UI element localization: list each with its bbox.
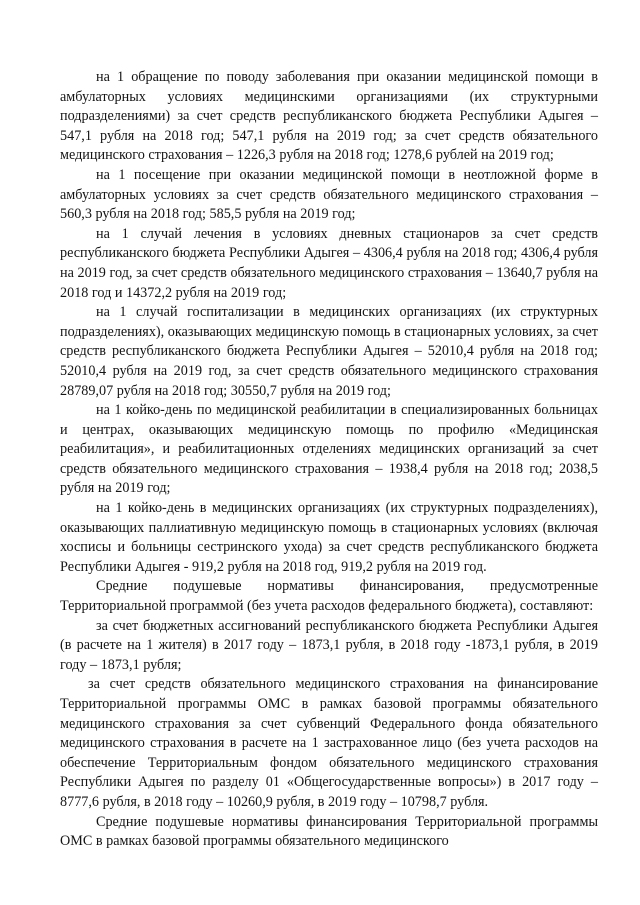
paragraph-palliative-bed-day-cost: на 1 койко-день в медицинских организациях (их структурных подразделениях), оказывающих паллиативную медицинскую помощь в стационарных условиях (включая хосписы и больницы сестринского ухода) за счет средств республиканского бюджета Республики Адыгея - 919,2 рубля на 2018 год, 919,2 рубля на 2019 год.: [60, 500, 598, 575]
paragraph-per-capita-intro: Средние подушевые нормативы финансирования, предусмотренные Территориальной программой (без учета расходов федерального бюджета), составляют:: [60, 578, 598, 615]
paragraph-rehabilitation-bed-day-cost: на 1 койко-день по медицинской реабилитации в специализированных больницах и центрах, оказывающих медицинскую помощь по профилю «Медицинская реабилитация», и реабилитационных отделениях медицинских организаций за счет средств обязательного медицинского страхования – 1938,4 рубля на 2018 год; 2038,5 рубля на 2019 год;: [60, 402, 598, 497]
paragraph-emergency-visit-cost: на 1 посещение при оказании медицинской помощи в неотложной форме в амбулаторных условиях за счет средств обязательного медицинского страхования – 560,3 рубля на 2018 год; 585,5 рубля на 2019 год;: [60, 166, 598, 223]
paragraph-hospitalization-cost: на 1 случай госпитализации в медицинских организациях (их структурных подразделениях), оказывающих медицинскую помощь в стационарных условиях, за счет средств республиканского бюджета Республики Адыгея – 52010,4 рубля на 2018 год; 52010,4 рубля на 2019 год, за счет средств обязательного медицинского страхования 28789,07 рубля на 2018 год; 30550,7 рубля на 2019 год;: [60, 304, 598, 399]
paragraph-per-capita-budget: за счет бюджетных ассигнований республиканского бюджета Республики Адыгея (в расчете на 1 жителя) в 2017 году – 1873,1 рубля, в 2018 году -1873,1 рубля, в 2019 году – 1873,1 рубля;: [60, 617, 598, 673]
document-page: [60, 68, 598, 852]
paragraph-day-hospital-cost: на 1 случай лечения в условиях дневных стационаров за счет средств республиканского бюджета Республики Адыгея – 4306,4 рубля на 2018 год; 4306,4 рубля на 2019 год, за счет средств обязательного медицинского страхования – 13640,7 рубля на 2018 год и 14372,2 рубля на 2019 год;: [60, 225, 598, 301]
paragraph-oms-normatives-continued: Средние подушевые нормативы финансирования Территориальной программы ОМС в рамках базовой программы обязательного медицинского: [60, 813, 598, 850]
paragraph-outpatient-visit-cost: на 1 обращение по поводу заболевания при оказании медицинской помощи в амбулаторных условиях медицинскими организациями (их структурными подразделениями) за счет средств республиканского бюджета Республики Адыгея – 547,1 рубля на 2018 год; 547,1 рубля на 2019 год; за счет средств обязательного медицинского страхования – 1226,3 рубля на 2018 год; 1278,6 рублей на 2019 год;: [60, 69, 598, 164]
paragraph-per-capita-oms: за счет средств обязательного медицинского страхования на финансирование Территориальной программы ОМС в рамках базовой программы обязательного медицинского страхования за счет субвенций Федерального фонда обязательного медицинского страхования в расчете на 1 застрахованное лицо (без учета расходов на обеспечение Территориальным фондом обязательного медицинского страхования Республики Адыгея по разделу 01 «Общегосударственные вопросы») в 2017 году – 8777,6 рубля, в 2018 году – 10260,9 рубля, в 2019 году – 10798,7 рубля.: [60, 676, 598, 810]
